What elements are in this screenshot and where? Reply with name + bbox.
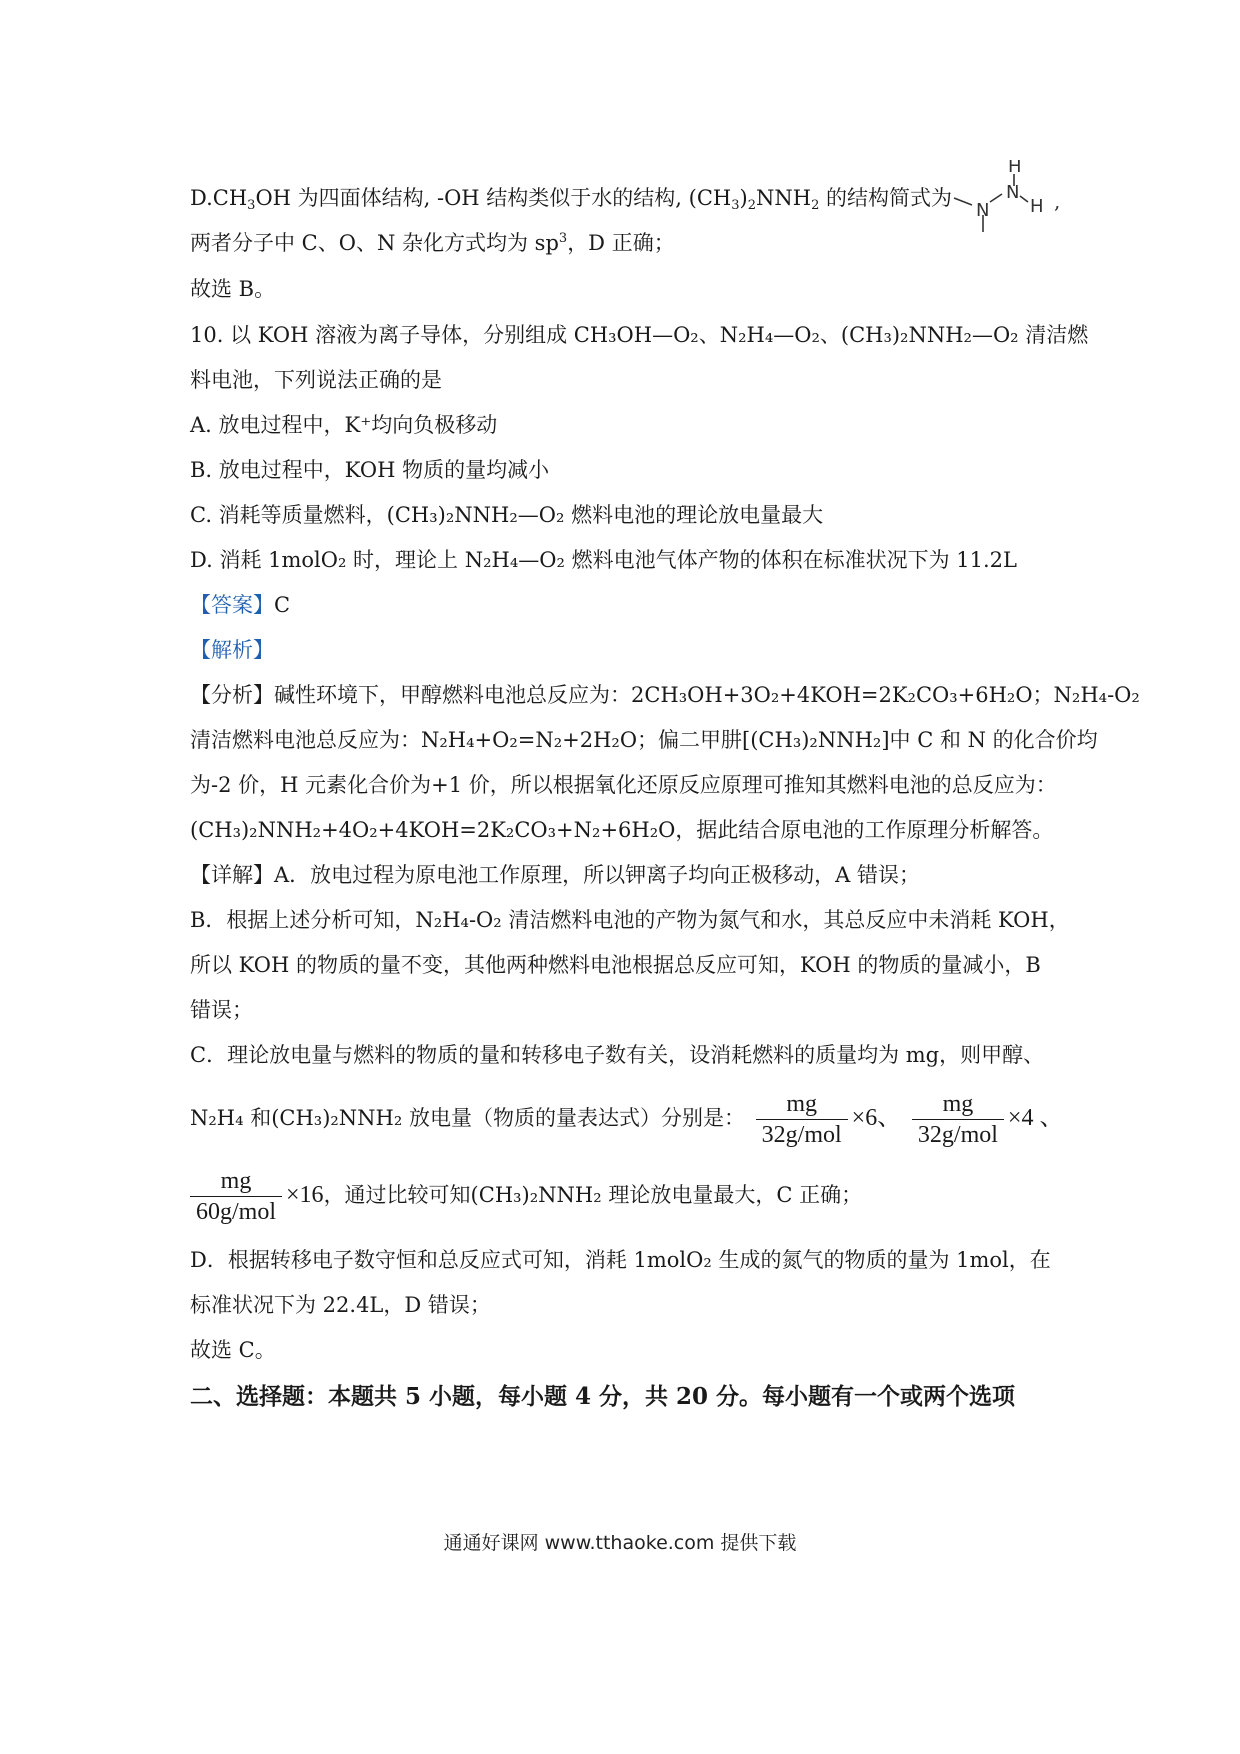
fenxi-line2: 清洁燃料电池总反应为：N₂H₄+O₂=N₂+2H₂O；偏二甲肼[(CH₃)₂NNH₂]中 C 和 N 的化合价均 (190, 728, 1098, 752)
fenxi-line1: 【分析】碱性环境下，甲醇燃料电池总反应为：2CH₃OH+3O₂+4KOH=2K₂CO₃+6H₂O；N₂H₄-O₂ (190, 683, 1140, 707)
detail-a: 【详解】A．放电过程为原电池工作原理，所以钾离子均向正极移动，A 错误； (190, 863, 921, 887)
d-text-2: OH 为四面体结构, -OH 结构类似于水的结构, (CH (255, 186, 732, 210)
fraction-3-denominator: 60g/mol (196, 1199, 277, 1225)
answer-line (190, 590, 290, 620)
d-option-line (190, 183, 952, 213)
fraction-1-numerator: mg (756, 1089, 848, 1120)
option-b: B. 放电过程中，KOH 物质的量均减小 (190, 458, 550, 482)
analysis-tag: 【解析】 (190, 638, 274, 662)
bond-n-n (990, 194, 1002, 202)
fraction-3-numerator: mg (190, 1166, 282, 1197)
fraction-1-multiplier: ×6、 (851, 1105, 902, 1131)
fraction-1 (756, 1089, 848, 1150)
sup-3: 3 (558, 231, 568, 246)
detail-c2-line (190, 1088, 1063, 1150)
d-text-5: 的结构简式为 (819, 186, 953, 210)
option-a: A. 放电过程中，K⁺均向负极移动 (190, 413, 498, 437)
bond-methyl-1 (954, 198, 972, 205)
detail-b2: 所以 KOH 的物质的量不变，其他两种燃料电池根据总反应可知，KOH 的物质的量减小，B (190, 953, 1041, 977)
fraction-2-denominator: 32g/mol (917, 1122, 998, 1148)
option-d: D. 消耗 1molO₂ 时，理论上 N₂H₄—O₂ 燃料电池气体产物的体积在标准状况下为 11.2L (190, 548, 1017, 572)
fenxi-line4: (CH₃)₂NNH₂+4O₂+4KOH=2K₂CO₃+N₂+6H₂O，据此结合原电池的工作原理分析解答。 (190, 818, 1054, 842)
detail-d2: 标准状况下为 22.4L，D 错误； (190, 1293, 491, 1317)
atom-h1: H (1008, 160, 1022, 177)
line2-text-b: ，D 正确； (567, 231, 675, 255)
d-text-1: D.CH (190, 186, 248, 210)
detail-c1: C．理论放电量与燃料的物质的量和转移电子数有关，设消耗燃料的质量均为 mg，则甲醇、 (190, 1043, 1045, 1067)
detail-c3-text: ，通过比较可知(CH₃)₂NNH₂ 理论放电量最大，C 正确； (323, 1183, 863, 1207)
fraction-1-denominator: 32g/mol (761, 1122, 842, 1148)
question-10-line1: 10. 以 KOH 溶液为离子导体，分别组成 CH₃OH—O₂、N₂H₄—O₂、(CH₃)₂NNH₂—O₂ 清洁燃 (190, 323, 1089, 347)
question-10-line2: 料电池，下列说法正确的是 (190, 368, 442, 392)
fenxi-line3: 为-2 价，H 元素化合价为+1 价，所以根据氧化还原反应原理可推知其燃料电池的总反应为： (190, 773, 1057, 797)
fraction-3-multiplier: ×16 (286, 1182, 324, 1208)
detail-d1: D．根据转移电子数守恒和总反应式可知，消耗 1molO₂ 生成的氮气的物质的量为 1mol，在 (190, 1248, 1051, 1272)
footer-source: 通通好课网 www.tthaoke.com 提供下载 (443, 1532, 797, 1554)
sub-3: 3 (247, 198, 256, 213)
fraction-3 (190, 1166, 282, 1227)
section-2-heading: 二、选择题：本题共 5 小题，每小题 4 分，共 20 分。每小题有一个或两个选项 (190, 1383, 1016, 1410)
sub-2b: 2 (811, 198, 820, 213)
answer-value: C (274, 593, 291, 617)
sub-3b: 3 (731, 198, 740, 213)
line2-text-a: 两者分子中 C、O、N 杂化方式均为 sp (190, 231, 559, 255)
choose-b: 故选 B。 (190, 277, 276, 301)
d-text-4: NNH (755, 186, 812, 210)
atom-n2: N (1006, 182, 1020, 203)
comma: , (1054, 189, 1060, 213)
detail-c2-text: N₂H₄ 和(CH₃)₂NNH₂ 放电量（物质的量表达式）分别是： (190, 1106, 745, 1130)
choose-c: 故选 C。 (190, 1338, 276, 1362)
option-c: C. 消耗等质量燃料，(CH₃)₂NNH₂—O₂ 燃料电池的理论放电量最大 (190, 503, 824, 527)
atom-h2: H (1030, 196, 1044, 217)
hybridization-line (190, 228, 675, 258)
sub-2: 2 (747, 198, 756, 213)
d-text-3: ) (739, 186, 748, 210)
detail-b1: B．根据上述分析可知，N₂H₄-O₂ 清洁燃料电池的产物为氮气和水，其总反应中未消耗 KOH， (190, 908, 1070, 932)
atom-n1: N (976, 200, 990, 221)
fraction-2-multiplier: ×4 、 (1007, 1105, 1064, 1131)
answer-tag: 【答案】 (190, 593, 274, 617)
detail-c3-line (186, 1165, 862, 1227)
fraction-2-numerator: mg (912, 1089, 1004, 1120)
fraction-2 (912, 1089, 1004, 1150)
hydrazine-structure-diagram (950, 160, 1060, 240)
bond-n-h-right (1020, 196, 1028, 202)
detail-b3: 错误； (190, 998, 253, 1022)
